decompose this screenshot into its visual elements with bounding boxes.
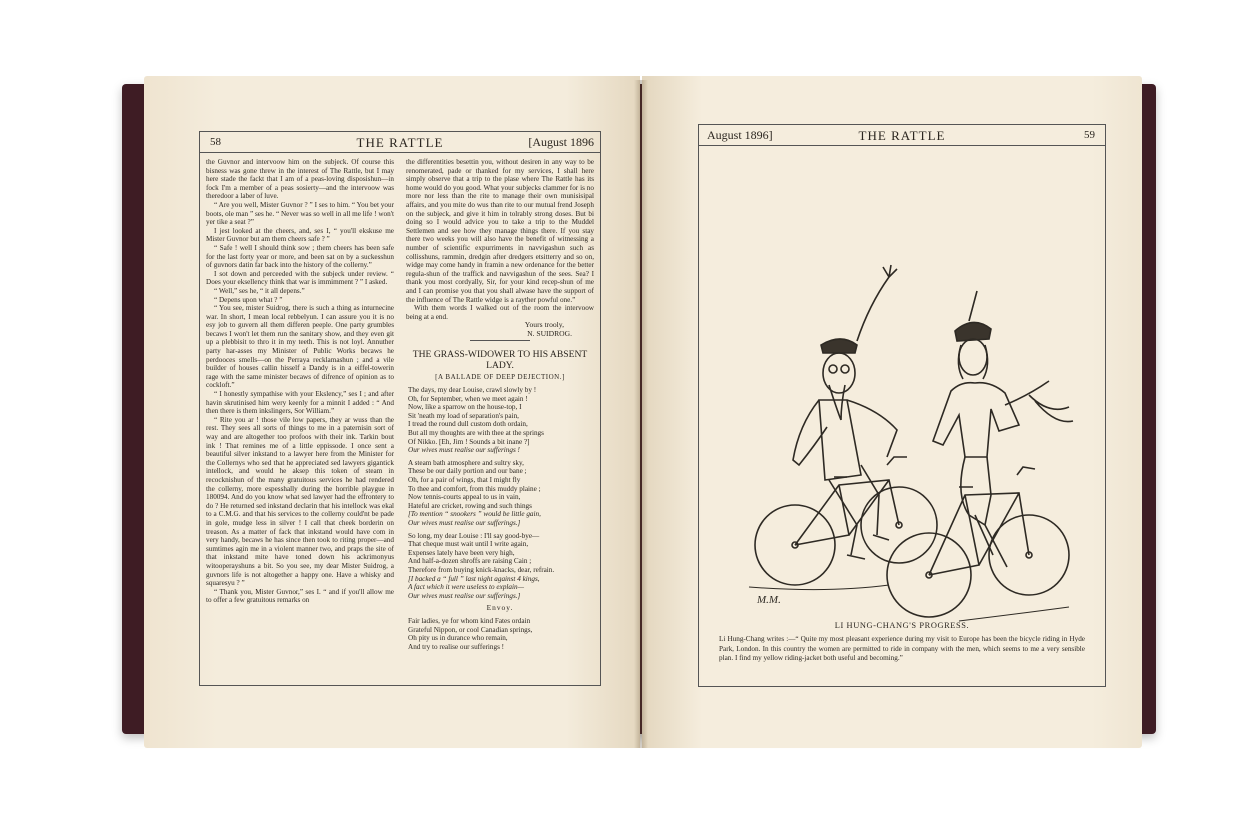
paragraph: “ I honestly sympathise with your Ekslency,” ses I ; and after havin skrutinised him wery keenly for a minnit I added : “ And then there is them inkslingers, Sor William.”	[206, 390, 394, 416]
verse-line: Our wives must realise our sufferings.]	[408, 591, 521, 600]
paragraph: With them words I walked out of the room the intervoow being at a end.	[406, 304, 594, 321]
bicycle-illustration	[729, 195, 1079, 625]
book-gutter	[634, 80, 648, 748]
paragraph: I jest looked at the cheers, and, ses I, “ you'll ekskuse me Mister Guvnor but am them cheers safe ? ”	[206, 226, 394, 244]
verse-line: Now, like a sparrow on the house-top, I	[408, 403, 522, 412]
paragraph: “ Well,” ses he, “ it all depens.”	[214, 286, 305, 295]
left-column-1	[206, 158, 394, 681]
verse-line: Oh pity us in durance who remain,	[408, 634, 508, 643]
paragraph: “ Safe ! well I should think sow ; them cheers has been safe for the last forty year or more, and been sat on by a suckesshun of guvnors datin far back into the history of the collerny.”	[206, 243, 394, 270]
open-book	[122, 76, 1156, 748]
verse-line: To thee and comfort, from this muddy plaine ;	[408, 484, 541, 493]
paragraph: “ Are you well, Mister Guvnor ? ” I ses to him. “ You bet your boots, ole man ” ses he. “ Never was so well in all me life ! won't yer tike a seat ?”	[206, 200, 394, 227]
left-page-date: [August 1896	[528, 135, 594, 149]
verse-line: I tread the round dull custom doth ordain,	[408, 420, 528, 429]
paragraph: the differentities besettin you, without desiren in any way to be renomerated, pade or thanked for my services, I shall here simply observe that a trip to the plase where The Rattle has its home would do you good. What your subjecks clammer for is no more nor less than the rite to manage their own munisisipal affairs, and you mite do wus than rite to our mutual frend Joseph on the subjeck, and give it him in tolrably strong doses. But bi doing so I would advice you to take a trip to the Muddel Settlemen and see how they manage things there. If you stay there two weeks you will also have the benefit of witnessing a number of scientific expurriments in navvigashun such as collisshuns, rammin, dredgin after dredgers etsitterry and so on, widge may come handy in framin a new ordenance for the better regula-shun of the traffick and navvigashun of the sees. Sea? I thank you most cordyally, Sir, for your kind recep-shun of me and I can promise you that you shall alwase have the support of the influence of The Rattle widge is a rayther powful one.”	[406, 158, 594, 304]
verse-line: [To mention “ snookers ” would be little gain,	[408, 510, 541, 519]
right-running-head	[699, 125, 1105, 146]
right-page	[642, 76, 1142, 748]
verse-line: And half-a-dozen shroffs are raising Cain ;	[408, 557, 532, 566]
verse-line: A steam bath atmosphere and sultry sky,	[408, 458, 524, 467]
right-page-date: August 1896]	[707, 128, 773, 142]
left-page-number: 58	[210, 136, 221, 148]
left-running-head	[200, 132, 600, 153]
right-page-number: 59	[1084, 129, 1095, 141]
verse-line: These be our daily portion and our bane ;	[408, 467, 527, 476]
verse-line: That cheque must wait until I write again,	[408, 540, 529, 549]
envoy-title: Envoy.	[486, 603, 514, 613]
verse-line: [I backed a “ full ” last night against 4 kings,	[408, 574, 540, 583]
verse-line: And try to realise our sufferings !	[408, 642, 505, 651]
poem-subtitle: [A BALLADE OF DEEP DEJECTION.]	[435, 373, 565, 382]
signoff-salutation: Yours trooly,	[524, 320, 564, 330]
verse-line: Our wives must realise our sufferings.]	[408, 518, 521, 527]
left-page-frame	[199, 131, 601, 686]
verse-line: Now tennis-courts appeal to us in vain,	[408, 493, 521, 502]
paragraph: the Guvnor and intervoow him on the subjeck. Of course this bisness was gone threw in the interest of The Rattle, but I may here stade the fackt that I am of a peas-loving disposishun—in fock I'm a member of a peas sosierty—and the intervoow was theredoor a laber of luve.	[206, 158, 394, 201]
right-page-frame	[698, 124, 1106, 687]
verse-line: Oh, for a pair of wings, that I might fly	[408, 476, 521, 484]
stanza-2	[408, 459, 594, 528]
verse-line: Grateful Nippon, or cool Canadian springs,	[408, 625, 533, 634]
verse-line: Expenses lately have been very high,	[408, 548, 515, 557]
caption-title: LI HUNG-CHANG'S PROGRESS.	[834, 621, 970, 630]
poem-title: THE GRASS-WIDOWER TO HIS ABSENT LADY.	[412, 349, 588, 372]
caption-body: Li Hung-Chang writes :—“ Quite my most pleasant experience during my visit to Europe has been the bicycle riding in Hyde Park, London. In this country the women are permitted to ride in company with the men, which seems to me a very sensible plan. I find my yellow riding-jacket both useful and becoming.”	[719, 635, 1085, 663]
paragraph: “ Depens upon what ? ”	[214, 295, 283, 304]
verse-line: Hateful are cricket, rowing and such things	[408, 501, 532, 510]
stanza-3	[408, 532, 594, 601]
verse-line: Therefore from buying knick-knacks, dear, refrain.	[408, 565, 555, 574]
verse-line: A fact which it were useless to explain—	[408, 583, 524, 592]
right-running-title: THE RATTLE	[858, 128, 946, 143]
left-page	[144, 76, 640, 748]
verse-line: Of Nikko. [Eh, Jim ! Sounds a bit inane ?]	[408, 437, 530, 446]
left-column-2	[406, 158, 594, 681]
verse-line: Oh, for September, when we meet again !	[408, 394, 528, 403]
left-running-title: THE RATTLE	[356, 135, 444, 150]
stanza-1	[408, 386, 594, 455]
verse-line: Fair ladies, ye for whom kind Fates ordain	[408, 616, 531, 625]
verse-line: So long, my dear Louise : I'll say good-bye—	[408, 531, 540, 540]
paragraph: I sot down and perceeded with the subjeck under review. “ Does your eksellency think that war is immimment ? ” I asked.	[206, 269, 394, 287]
illustration-monogram: M.M.	[757, 594, 781, 606]
paragraph: “ Thank you, Mister Guvnor,” ses I. “ and if you'll allow me to offer a few gratuitous remarks on	[206, 587, 394, 605]
paragraph: “ You see, mister Suidrog, there is such a thing as inturnecine war. In short, I mean local rebbelyun. I can assure you it is no esy job to guvern all them differen peeple. One party grumbles becaws I won't let them run the sanitary show, and they even git up a plebbisit to thro it in my teeth. This is not loyl. Annuther party har-asses my Minister of Public Works becaws he perdooces smells—on the Perraya recklamashun ; and a vile builder of houses callin hisself a Dandy is in a eiffel-towerin rage with the same minister becaws of difrence of opinion as to cockloft.”	[206, 304, 394, 390]
verse-line: Sit 'neath my load of separation's pain,	[408, 411, 519, 420]
verse-line: The days, my dear Louise, crawl slowly by !	[408, 386, 537, 395]
signoff-name: N. SUIDROG.	[527, 328, 572, 338]
envoy	[408, 617, 594, 651]
paragraph: “ Rite you ar ! those vile low papers, they ar wuss than the rest. They sees all sorts of things to me in a paternisin sort of way and are altogether too profoos with their ink. Tarkin bout ink ! That remines me of a little eppissode. I once sent a beautiful silver inkstand to a lawyer here from the Minister for the Collernys who sed that he appreciated sed lawyers gigantick intellock, and would he aksep this token of steam in recocknishun of the many gratuitous services he had rendered the collerny, more espesshally during the horrible playgue in 180094. And do you know what sed lawyer had the effrontery to do ? He returned sed inkstand declarin that his intellock was ekal to a C.M.G. and that his services to the collerny could'nt be pade in gole, mudge less in silver ! I call that cheek borderin on treason. As a matter of fack that inkstand would have com in very handy, becaws he has since then took to riting proper—and sumtimes agin me in a violent manner two, and praps the site of that inkstand mite have toned down his ackrimonyus witooperayshuns a bit. So you see, my dear Mister Suidrog, a guvnors life is not altogether a happy one. Have a whisky and squaresyu ? ”	[206, 415, 394, 588]
left-page-columns	[206, 158, 594, 681]
verse-line: Our wives must realise our sufferings !	[408, 446, 520, 455]
divider	[470, 340, 530, 341]
verse-line: But all my thoughts are with thee at the springs	[408, 429, 544, 438]
